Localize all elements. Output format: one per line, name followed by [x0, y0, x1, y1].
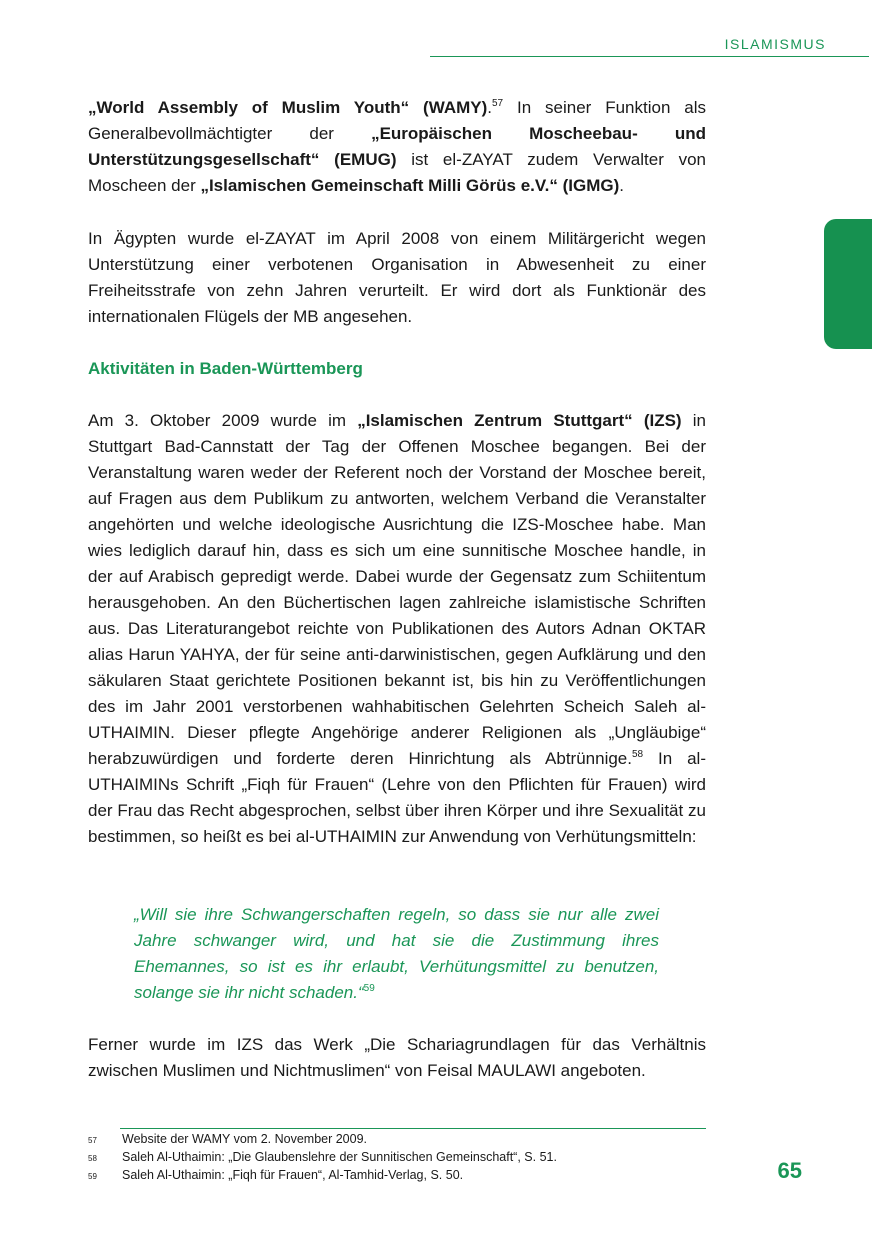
- footnote-ref-57: 57: [492, 98, 504, 109]
- section-header: ISLAMISMUS: [724, 36, 826, 52]
- bold-wamy: „World Assembly of Muslim Youth“ (WAMY): [88, 98, 488, 117]
- page-number: 65: [777, 1158, 802, 1183]
- bold-izs: „Islamischen Zentrum Stuttgart“ (IZS): [357, 411, 682, 430]
- footnotes: [88, 1131, 708, 1185]
- footnote-57: 57 Website der WAMY vom 2. November 2009.: [88, 1132, 368, 1146]
- paragraph-3: Am 3. Oktober 2009 wurde im „Islamischen Zentrum Stuttgart“ (IZS) in Stuttgart Bad-Cannstatt der Tag der Offenen Moschee begangen. Bei der Veranstaltung waren weder der Referent noch der Vorstand der Moschee bereit, auf Fragen aus dem Publikum zu antworten, welchem Verband die Veranstalter angehörten und welche ideologische Ausrichtung die IZS-Moschee habe. Man wies lediglich darauf hin, dass es sich um eine sunnitische Moschee handle, in der auf Arabisch gepredigt werde. Dabei wurde der Gegensatz zum Schiitentum herausgehoben. An den Büchertischen lagen zahlreiche islamistische Schriften aus. Das Literaturangebot reichte von Publikationen des Autors Adnan OKTAR alias Harun YAHYA, der für seine anti-darwinistischen, gegen Aufklärung und den säkularen Staat gerichtete Positionen bekannt ist, bis hin zu Veröffentlichungen des im Jahr 2001 verstorbenen wahhabitischen Gelehrten Scheich Saleh al-UTHAIMIN. Dieser pflegte Angehörige anderer Religionen als „Ungläubige“ herabzuwürdigen und forderte deren Hinrichtung als Abtrünnige.$^{58}$ In al-UTHAIMINs Schrift „Fiqh für Frauen“ (Lehre von den Pflichten für Frauen) wird der Frau das Recht abgesprochen, selbst über ihren Körper und ihre Sexualität zu bestimmen, so heißt es bei al-UTHAIMIN zur Anwendung von Verhütungsmitteln:: [88, 411, 706, 846]
- header-rule: [430, 56, 869, 57]
- footnote-rule: [120, 1128, 706, 1129]
- paragraph-4: Ferner wurde im IZS das Werk „Die Schariagrundlagen für das Verhältnis zwischen Muslimen und Nichtmuslimen“ von Feisal MAULAWI angeboten.: [88, 1035, 706, 1080]
- footnote-59: 59 Saleh Al-Uthaimin: „Fiqh für Frauen“, Al-Tamhid-Verlag, S. 50.: [88, 1168, 464, 1182]
- paragraph-1: „World Assembly of Muslim Youth“ (WAMY).$^{57}$ In seiner Funktion als Generalbevollmächtigter der „Europäischen Moscheebau- und Unterstützungsgesellschaft“ (EMUG) ist el-ZAYAT zudem Verwalter von Moscheen der „Islamischen Gemeinschaft Milli Görüs e.V.“ (IGMG).: [88, 98, 707, 195]
- paragraph-2: In Ägypten wurde el-ZAYAT im April 2008 von einem Militärgericht wegen Unterstützung einer verbotenen Organisation in Abwesenheit zu einer Freiheitsstrafe von zehn Jahren verurteilt. Er wird dort als Funktionär des internationalen Flügels der MB angesehen.: [88, 229, 706, 326]
- footnote-ref-59: 59: [363, 983, 375, 994]
- bold-emug: „Europäischen Moscheebau- und Unterstützungsgesellschaft“ (EMUG): [88, 124, 706, 169]
- footnote-58: 58 Saleh Al-Uthaimin: „Die Glaubenslehre der Sunnitischen Gemeinschaft“, S. 51.: [88, 1150, 557, 1164]
- footnote-ref-58: 58: [631, 749, 644, 760]
- block-quote: „Will sie ihre Schwangerschaften regeln, so dass sie nur alle zwei Jahre schwanger wird, und hat sie die Zustimmung ihres Ehemannes, so ist es ihr erlaubt, Verhütungsmittel zu benutzen, solange sie ihr nicht schaden.“$^{59}$: [134, 905, 659, 1002]
- bold-igmg: „Islamischen Gemeinschaft Milli Görüs e.V.“ (IGMG): [200, 176, 620, 195]
- chapter-tab: [824, 219, 872, 349]
- section-heading: Aktivitäten in Baden-Württemberg: [88, 359, 363, 378]
